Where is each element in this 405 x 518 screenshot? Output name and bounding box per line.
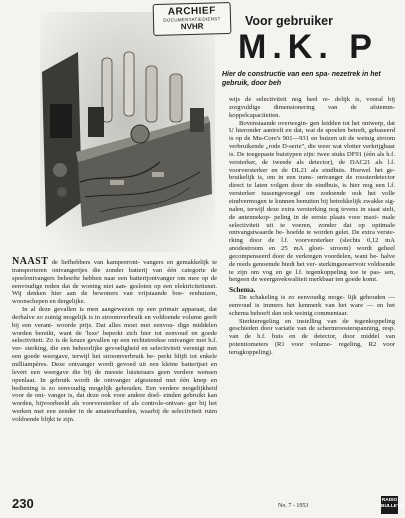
right-paragraph: Bovenstaande overwegin- gen leidden tot het ontwerp, dat U hieronder aantreft en dat, wat de spoelen betreft, gebaseerd is op de Mu-Core's 901—931 en buizen uit de weinig stroom verbruikende „rode D-serie", die weer wat vlotter verkrijgbaar is. De toegepaste buistypen zijn: twee stuks DF91 (één als h.f. versterker, de tweede als detector), de DAC21 als l.f. voorversterker en de DL21 als eindbuis. Hoewel het ge- bruikelijk is, om in een trans- ontvanger de roosterdetector direct te laten volgen door de eindbuis, is hier nog een l.f. versterker tussengevoegd om zodoende ook het volle eindvermogen te kunnen benutten bij betrekkelijk zwakke sig- nalen, terwijl deze extra versterking nog tevens in staat stelt, de antennekop- peling in de eerste plaats voor maxi- male selectiviteit uit te voeren, zonder dat op optimale ontvangstwaarde be- hoefde te worden gelet. De extra verste- rking door de l.f. voorversterker (slechts 0,12 mA anodestroom en 25 mA gloei- stroom) wordt geheel gecompenseerd door de verkregen voordelen, want be- halve de reeds genoemde biedt het ver- sterkingsreservoir voldoende te zijn om vog en ge l.f. tegenkoppeling toe te pas- sen, hetgeen de weergavekwaliteit merkbaar ten goede komt. [229,119,395,284]
receiver-photo [40,12,215,252]
right-paragraph: wijs de selectiviteit nog heel re- delijk is, vooral bij zorgvuldige dimensionering van de afstemm- koppelcapaciteiten. [229,96,395,119]
stamp-archief: ARCHIEF [167,5,216,18]
right-column [229,96,395,492]
right-paragraph: De schakeling is zo eenvoudig moge- lijk gehouden — eenvoud is immers het kenmerk van het ware — en het schema behoeft dan ook weinig commentaar. [229,294,395,317]
stamp-nvhr: NVHR [180,21,204,32]
right-paragraph: Sterkteregeling en instelling van de tegenkoppeling geschieden door variatie van de schermroosterspanning, resp. van de h.f. buis en de detector, door middel van potentiometers (R1 voor volume- regeling, R2 voor terugkoppeling). [229,317,395,356]
left-paragraph-text: de liefhebbers van kampeeront- vangers en gemakkelijk te transporteren ontvangertjes die zonder batterij van één categorie de spoelontvangers behoefte hebben naar een batterijontvanger om mee op de eenvoudige reden dat de woning niet aan- gesloten op een elektriciteitsnet. Wij denken hier aan de bewoners van vrijstaande boe- renhuizen, woonschepen en dergelijke. [12,259,217,306]
page-number: 230 [12,496,34,511]
left-paragraph: In al deze gevallen is men aangewezen op een primair apparaat, dat derhalve zo zuinig mogelijk is in stroomverbruik en voldoende volume geeft bij een verant- woorde prijs. Dat alles moet met eenvou- dige middelen worden bereikt, want de 'luxe' beperkt zich hier tot eenvoud en goede selectiviteit. Zo is de keuze gevallen op een rechtstreekse ontvanger met h.f. ver- sterking, die een behoorlijke gevoeligheid en selectiviteit verenigt met een goede weergave, terwijl het stroomverbruik be- perkt blijft tot enkele milliampères. Deze ontvanger wordt gevoed uit een kleine batterijset en levert een weergave die bij de meeste luisteraars geen verdere wensen openlaat. In gebruik wordt de ontvanger afgestemd met één knop en bediening is zo eenvoudig mogelijk gehouden. Een verdere mogelijkheid voor de ont- vanger is, dat deze ook voor andere doel- einden gebruikt kan worden, bijvoorbeeld als voorversterker of als controle-ontvan- ger bij het werken met een zender in de amateurbanden, waarbij de selectiviteit ruim voldoende blijkt te zijn. [12,306,217,423]
article-title: M.K. P [238,28,378,66]
archive-stamp [153,2,232,36]
stamp-subtitle: DOCUMENTATIEDIENST [163,16,221,23]
section-heading-schema: Schema. [229,285,256,295]
left-paragraph [12,258,217,306]
dropcap-word: NAAST [12,256,49,267]
issue-label: No. 7 - 1953 [278,503,309,509]
article-kicker: Voor gebruiker [245,14,333,28]
article-intro: Hier de constructie van een spa- nezetrek in het gebruik, door beh [222,71,381,87]
left-column [12,258,217,492]
magazine-logo: RADIO BULLETIN [381,496,398,514]
